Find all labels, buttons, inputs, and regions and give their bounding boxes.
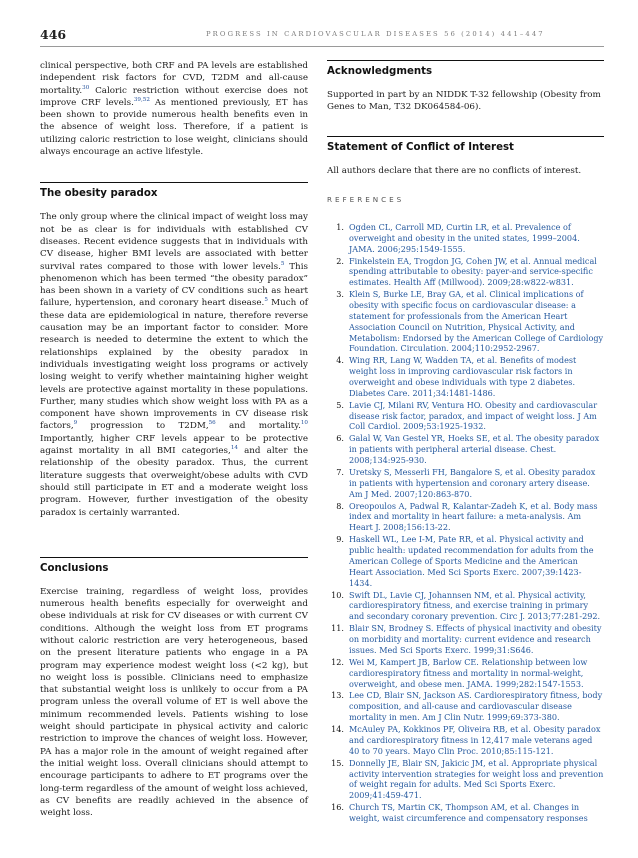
reference-link[interactable]: Ogden CL, Carroll MD, Curtin LR, et al. Prevalence of overweight and obesity in the united states, 1999–2004. JAMA. 2006;295:1549-1555.: [349, 221, 580, 254]
reference-item: [327, 657, 604, 690]
reference-number: 2.: [336, 255, 344, 266]
reference-link[interactable]: Klein S, Burke LE, Bray GA, et al. Clinical implications of obesity with specific focus on cardiovascular disease: a statement for professionals from the American Heart Association Council on Nutrition, Physical Activity, and Metabolism: Endorsed by the American College of Cardiology Foundation. Circulation. 2004;110:2952-2967.: [349, 289, 604, 354]
citation-link[interactable]: 30: [82, 84, 90, 91]
reference-item: [327, 289, 604, 354]
conclusions-paragraph: Exercise training, regardless of weight loss, provides numerous health benefits especially for overweight and obese individuals at risk for CV diseases or with current CV conditions. Although the weight loss from ET programs without caloric restriction are very heterogeneous, based on the present literature patients who engage in a PA program may experience modest weight loss (<2 kg), but no weight loss is possible. Clinicians need to emphasize that substantial weight loss is unlikely to occur from a PA program unless the overall volume of ET is well above the minimum recommended levels. Patients wishing to lose weight should participate in physical activity and caloric restriction to improve the chances of weight loss. However, PA has a major role in the amount of weight regained after the initial weight loss. Overall clinicians should attempt to encourage participants to adhere to ET programs over the long-term regardless of the amount of weight loss achieved, as CV benefits are readily achieved in the absence of weight loss.: [40, 586, 308, 819]
reference-number: 9.: [336, 534, 344, 545]
paragraph-text: progression to T2DM,: [77, 421, 209, 432]
reference-number: 11.: [331, 623, 344, 634]
obesity-paradox-section: [40, 182, 308, 518]
reference-number: 15.: [331, 757, 344, 768]
acknowledgments-text: Supported in part by an NIDDK T-32 fellowship (Obesity from Genes to Man, T32 DK064584-06).: [327, 90, 601, 113]
reference-number: 10.: [331, 589, 344, 600]
reference-link[interactable]: Donnelly JE, Blair SN, Jakicic JM, et al. Appropriate physical activity intervention strategies for weight loss and prevention of weight regain for adults. Med Sci Sports Exerc. 2009;41:459-471.: [349, 757, 604, 801]
reference-number: 8.: [336, 500, 344, 511]
reference-link[interactable]: Swift DL, Lavie CJ, Johannsen NM, et al. Physical activity, cardiorespiratory fitness, and exercise training in primary and secondary coronary prevention. Circ J. 2013;77:281-292.: [349, 589, 601, 622]
reference-link[interactable]: McAuley PA, Kokkinos PF, Oliveira RB, et al. Obesity paradox and cardiorespiratory fitness in 12,417 male veterans aged 40 to 70 years. Mayo Clin Proc. 2010;85:115-121.: [349, 724, 601, 756]
reference-item: [327, 690, 604, 723]
conclusions-section: [40, 557, 308, 820]
conflict-heading: Statement of Conflict of Interest: [327, 141, 514, 153]
intro-paragraph: [40, 60, 308, 158]
citation-link[interactable]: 9: [73, 420, 78, 427]
header-rule: [40, 46, 604, 47]
reference-number: 14.: [331, 724, 344, 735]
running-header: [34, 27, 604, 43]
reference-number: 6.: [336, 433, 344, 444]
reference-number: 12.: [331, 656, 344, 667]
left-column: [40, 60, 308, 819]
reference-number: 7.: [336, 467, 344, 478]
reference-item: [327, 623, 604, 656]
obesity-paradox-heading: The obesity paradox: [40, 188, 158, 200]
reference-item: [327, 222, 604, 255]
intro-text: clinical perspective, both CRF and PA levels are established independent risk factors for CVD, T2DM and all-cause mortality.: [40, 61, 308, 96]
citation-link[interactable]: 5: [280, 260, 285, 267]
reference-link[interactable]: Uretsky S, Messerli FH, Bangalore S, et al. Obesity paradox in patients with hypertension and coronary artery disease. Am J Med. 2007;120:863-870.: [349, 467, 596, 499]
intro-text: Caloric restriction without exercise does not improve CRF levels.: [40, 85, 308, 108]
reference-number: 5.: [336, 399, 344, 410]
reference-list: [327, 222, 604, 824]
reference-item: [327, 256, 604, 289]
reference-link[interactable]: Oreopoulos A, Padwal R, Kalantar-Zadeh K, et al. Body mass index and mortality in heart failure: a meta-analysis. Am Heart J. 2008;156:13-22.: [349, 500, 598, 533]
reference-item: [327, 534, 604, 588]
intro-text: As mentioned previously, ET has been shown to provide numerous health benefits even in the absence of weight loss. Therefore, if a patient is utilizing caloric restriction to lose weight, clinicians should always encourage an active lifestyle.: [40, 97, 308, 158]
reference-number: 1.: [336, 221, 344, 232]
reference-link[interactable]: Wing RR, Lang W, Wadden TA, et al. Benefits of modest weight loss in improving cardiovascular risk factors in overweight and obese individuals with type 2 diabetes. Diabetes Care. 2011;34:1481-1486.: [349, 355, 577, 398]
reference-item: [327, 501, 604, 534]
right-column: [327, 60, 604, 825]
reference-number: 4.: [336, 355, 344, 366]
acknowledgments-heading: Acknowledgments: [327, 66, 433, 77]
reference-number: 3.: [336, 289, 344, 300]
reference-item: [327, 802, 604, 824]
reference-item: [327, 400, 604, 433]
conflict-section: [327, 136, 604, 177]
journal-title: PROGRESS IN CARDIOVASCULAR DISEASES 56 (2014) 441–447: [206, 30, 545, 38]
citation-link[interactable]: 56: [208, 420, 216, 427]
paragraph-text: The only group where the clinical impact of weight loss may not be as clear is for individuals with established CV diseases. Recent evidence suggests that in individuals with CV disease, higher BMI levels are associated with better survival rates compared to those with lower levels.: [40, 212, 308, 272]
paragraph-text: Much of these data are epidemiological in nature, therefore reverse causation may be an important factor to consider. More research is needed to determine the extent to which the relationships explained by the obesity paradox in individuals investigating weight loss programs or actively losing weight to verify whether maintaining higher weight levels are protective against mortality in these populations. Further, many studies which show weight loss with PA as a component have shown improvements in CV disease risk factors,: [40, 298, 308, 432]
citation-link[interactable]: 14: [230, 445, 238, 452]
reference-link[interactable]: Galal W, Van Gestel YR, Hoeks SE, et al. The obesity paradox in patients with peripheral arterial disease. Chest. 2008;134:925-930.: [349, 433, 600, 466]
paragraph-text: Importantly, higher CRF levels appear to be protective against mortality in all BMI categories,: [40, 433, 308, 457]
obesity-paradox-paragraph: [40, 211, 308, 518]
paragraph-text: and mortality.: [215, 421, 301, 432]
citation-link[interactable]: 39,52: [133, 96, 150, 103]
reference-item: [327, 355, 604, 398]
paragraph-text: This phenomenon which has been termed “the obesity paradox” has been shown in a variety of CV conditions such as heart failure, hypertension, and coronary heart disease.: [40, 261, 308, 309]
acknowledgments-section: [327, 60, 604, 114]
reference-number: 16.: [331, 802, 344, 813]
page-number: 446: [40, 27, 67, 42]
reference-item: [327, 590, 604, 623]
paragraph-text: and alter the relationship of the obesity paradox. Thus, the current literature suggests that overweight/obese adults with CVD should still participate in ET and a moderate weight loss program. However, further investigation of the obesity paradox is certainly warranted.: [40, 446, 308, 518]
reference-link[interactable]: Wei M, Kampert JB, Barlow CE. Relationship between low cardiorespiratory fitness and mortality in normal-weight, overweight, and obese men. JAMA. 1999;282:1547-1553.: [349, 656, 588, 689]
reference-number: 13.: [331, 690, 344, 701]
reference-link[interactable]: Lavie CJ, Milani RV, Ventura HO. Obesity and cardiovascular disease risk factor, paradox, and impact of weight loss. J Am Coll Cardiol. 2009;53:1925-1932.: [349, 399, 598, 432]
reference-link[interactable]: Finkelstein EA, Trogdon JG, Cohen JW, et al. Annual medical spending attributable to obesity: payer-and service-specific estimates. Health Aff (Millwood). 2009;28:w822-w831.: [349, 255, 597, 288]
reference-item: [327, 433, 604, 466]
conclusions-heading: Conclusions: [40, 562, 109, 574]
references-heading: REFERENCES: [327, 194, 405, 204]
reference-item: [327, 724, 604, 757]
citation-link[interactable]: 5: [264, 297, 268, 304]
reference-link[interactable]: Haskell WL, Lee I-M, Pate RR, et al. Physical activity and public health: updated recommendation for adults from the American College of Sports Medicine and the American Heart Association. Med Sci Sports Exerc. 2007;39:1423-1434.: [349, 534, 594, 588]
reference-item: [327, 467, 604, 500]
citation-link[interactable]: 10: [300, 420, 308, 427]
conflict-text: All authors declare that there are no conflicts of interest.: [327, 165, 582, 176]
reference-link[interactable]: Lee CD, Blair SN, Jackson AS. Cardiorespiratory fitness, body composition, and all-cause and cardiovascular disease mortality in men. Am J Clin Nutr. 1999;69:373-380.: [349, 690, 603, 723]
reference-item: [327, 758, 604, 801]
reference-link[interactable]: Church TS, Martin CK, Thompson AM, et al. Changes in weight, waist circumference and compensatory responses: [349, 802, 588, 824]
reference-link[interactable]: Blair SN, Brodney S. Effects of physical inactivity and obesity on morbidity and mortality: current evidence and research issues. Med Sci Sports Exerc. 1999;31:S646.: [349, 623, 602, 655]
